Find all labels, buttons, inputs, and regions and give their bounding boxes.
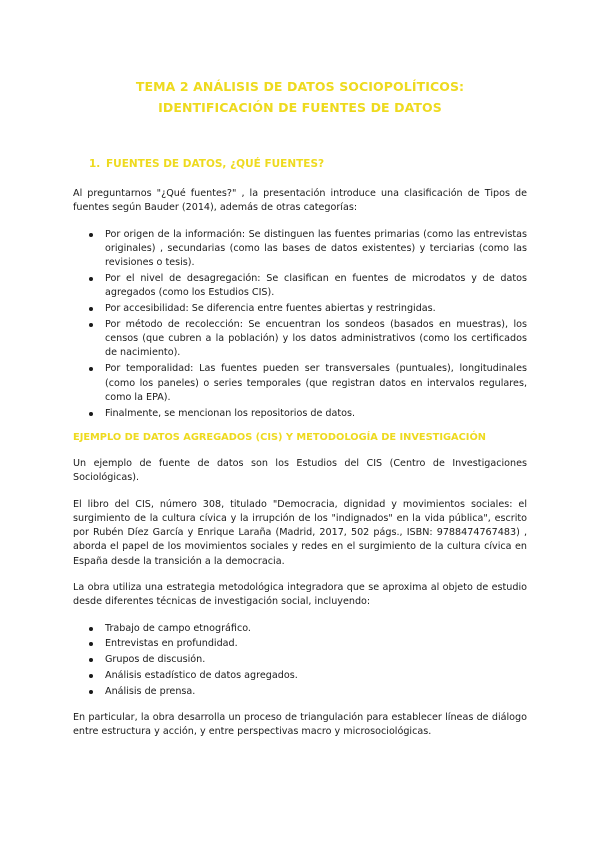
section-1-number: 1.: [89, 158, 101, 170]
list-item: Por método de recolección: Se encuentran los sondeos (basados en muestras), los censos (que cubren a la población) y los datos administrativos (como los certificados de nacimiento).: [73, 318, 527, 361]
section-2-paragraph-3: La obra utiliza una estrategia metodológica integradora que se aproxima al objeto de estudio desde diferentes técnicas de investigación social, incluyendo:: [73, 582, 527, 608]
title-line-1: TEMA 2 ANÁLISIS DE DATOS SOCIOPOLÍTICOS:: [135, 79, 465, 94]
list-item: Grupos de discusión.: [73, 653, 527, 667]
section-2-paragraph-2: El libro del CIS, número 308, titulado "Democracia, dignidad y movimientos sociales: el surgimiento de la cultura cívica y la irrupción de los "indignados" en la vida pública", escrito por Rubén Díez García y Enrique Laraña (Madrid, 2017, 502 págs., ISBN: 9788474767483) , aborda el papel de los movimientos sociales y redes en el surgimiento de la cultura cívica en España desde la transición a la democracia.: [73, 498, 527, 567]
source-types-list: [73, 228, 527, 421]
section-2-paragraph-1: Un ejemplo de fuente de datos son los Estudios del CIS (Centro de Investigaciones Sociológicas).: [73, 457, 527, 484]
list-item: Por temporalidad: Las fuentes pueden ser transversales (puntuales), longitudinales (como los paneles) o series temporales (que registran datos en intervalos regulares, como la EPA).: [73, 362, 527, 405]
list-item: Finalmente, se mencionan los repositorios de datos.: [73, 407, 527, 421]
section-2-paragraph-4: En particular, la obra desarrolla un proceso de triangulación para establecer líneas de diálogo entre estructura y acción, y entre perspectivas macro y microsociológicas.: [73, 712, 527, 738]
list-item: Por accesibilidad: Se diferencia entre fuentes abiertas y restringidas.: [73, 302, 527, 316]
section-2-heading: EJEMPLO DE DATOS AGREGADOS (CIS) Y METODOLOGÍA DE INVESTIGACIÓN: [73, 431, 486, 443]
section-1-heading-text: FUENTES DE DATOS, ¿QUÉ FUENTES?: [106, 158, 325, 170]
list-item: Análisis estadístico de datos agregados.: [73, 669, 527, 683]
section-1-heading: [89, 157, 527, 171]
title-line-2: IDENTIFICACIÓN DE FUENTES DE DATOS: [158, 100, 442, 115]
list-item: Por el nivel de desagregación: Se clasifican en fuentes de microdatos y de datos agregados (como los Estudios CIS).: [73, 272, 527, 301]
section-1-intro: Al preguntarnos "¿Qué fuentes?" , la presentación introduce una clasificación de Tipos de fuentes según Bauder (2014), además de otras categorías:: [73, 188, 527, 214]
techniques-list: [73, 622, 527, 699]
list-item: Por origen de la información: Se distinguen las fuentes primarias (como las entrevistas originales) , secundarias (como las bases de datos existentes) y terciarias (como las revisiones o tesis).: [73, 228, 527, 271]
list-item: Entrevistas en profundidad.: [73, 637, 527, 651]
list-item: Trabajo de campo etnográfico.: [73, 622, 527, 636]
page-title: [73, 0, 527, 118]
list-item: Análisis de prensa.: [73, 685, 527, 699]
